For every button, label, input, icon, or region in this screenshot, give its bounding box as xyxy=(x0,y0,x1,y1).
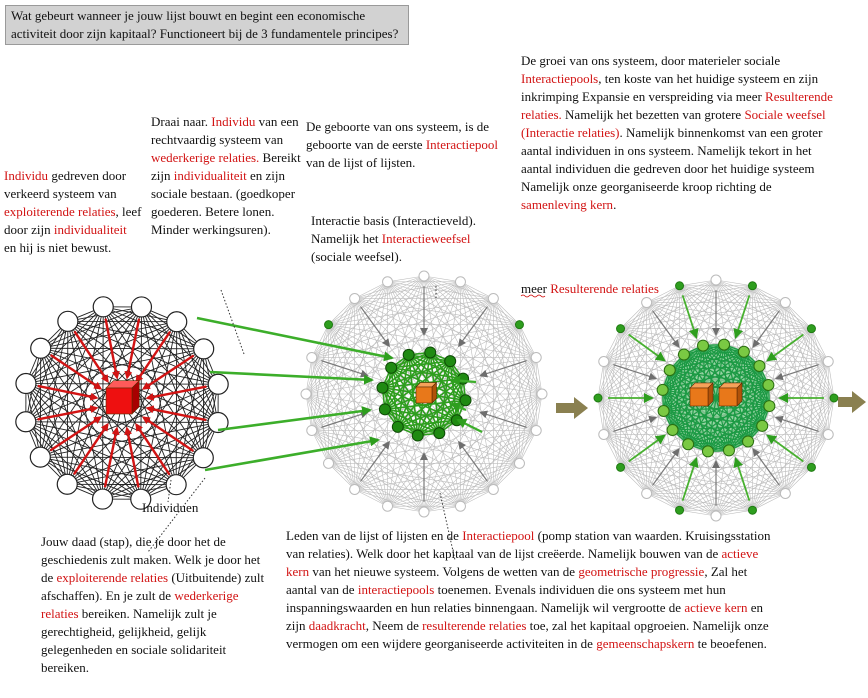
outer-individual-node xyxy=(350,294,360,304)
text-segment: Individu xyxy=(211,114,256,129)
leader-line xyxy=(221,290,244,354)
outer-individual-node xyxy=(748,506,756,514)
outer-individual-node xyxy=(419,271,429,281)
outer-individual-node xyxy=(780,298,790,308)
text-segment: meer xyxy=(521,281,551,296)
more-resulting-relations-label xyxy=(521,280,671,298)
text-segment: wederkerige relaties. xyxy=(151,150,260,165)
outer-individual-node xyxy=(455,501,465,511)
social-fabric-link xyxy=(424,394,542,512)
social-fabric-link xyxy=(388,282,520,325)
text-segment: Resulterende relaties xyxy=(550,281,659,296)
interaction-pool-member xyxy=(664,365,675,376)
text-segment: . Namelijk binnenkomst van een groter aantal individuen in ons systeem. Namelijk tekort in het aantal individuen die gedreven door het huidige systeem Namelijk onze georganiseerde kroop richting de xyxy=(521,125,823,194)
interaction-pool-member xyxy=(738,346,749,357)
outer-individual-node xyxy=(325,321,333,329)
turn-to-reciprocal-text xyxy=(151,113,301,239)
outer-individual-node xyxy=(537,389,547,399)
capital-cube-red-front xyxy=(106,388,132,414)
interaction-pool-member xyxy=(678,349,689,360)
individual-node xyxy=(194,339,214,359)
text-segment: daadkracht xyxy=(308,618,366,633)
individual-node xyxy=(30,447,50,467)
outer-individual-node xyxy=(780,488,790,498)
interaction-pool-member xyxy=(667,425,678,436)
individual-node xyxy=(93,297,113,317)
outer-individual-node xyxy=(676,282,684,290)
exploitative-link xyxy=(41,348,204,349)
text-segment: Interactiepool xyxy=(462,528,535,543)
text-segment: Bereikt zijn xyxy=(151,150,301,183)
outer-individual-node xyxy=(455,277,465,287)
outer-individual-node xyxy=(599,429,609,439)
interaction-pool-member xyxy=(764,401,775,412)
interaction-pool-member xyxy=(403,349,414,360)
interaction-pool-member xyxy=(658,405,669,416)
text-segment: Resulterende relaties. xyxy=(521,89,833,122)
text-segment: te beoefenen. xyxy=(694,636,767,651)
interaction-pool-member xyxy=(719,339,730,350)
turn-arrow-green xyxy=(205,440,378,470)
exploitative-link xyxy=(40,457,203,458)
social-fabric-link xyxy=(621,303,647,329)
individual-node xyxy=(167,312,187,332)
interaction-pool-member xyxy=(702,446,713,457)
interaction-pool-member xyxy=(386,362,397,373)
text-segment: samenleving kern xyxy=(521,197,614,212)
text-segment: actieve kern xyxy=(286,546,759,579)
outer-individual-node xyxy=(488,294,498,304)
outer-individual-node xyxy=(488,484,498,494)
text-segment: wederkerige relaties xyxy=(41,588,239,621)
individual-exploited-text xyxy=(4,167,142,257)
outer-individual-node xyxy=(324,458,334,468)
outer-individual-node xyxy=(711,511,721,521)
text-segment: van het nieuwe systeem. Volgens de wetten van de xyxy=(309,564,579,579)
text-segment: bereiken. Namelijk zult je gerechtigheid, gelijkheid, gelijk gelegenheden en sociale solidariteit bereiken. xyxy=(41,606,227,675)
individuals-label: Individuen xyxy=(142,500,199,515)
capital-cube-orange-2-front xyxy=(719,388,737,406)
outer-individual-node xyxy=(515,321,523,329)
exploitative-link xyxy=(67,321,68,484)
text-segment: Interactieweefsel xyxy=(381,231,471,246)
birth-of-system-text xyxy=(306,118,502,172)
text-segment: gedreven door verkeerd systeem van xyxy=(4,168,127,201)
interaction-pool-member xyxy=(458,373,469,384)
social-fabric-link xyxy=(329,463,355,489)
text-segment: Leden van de lijst of lijsten en de xyxy=(286,528,463,543)
outer-individual-node xyxy=(307,353,317,363)
text-segment: interactiepools xyxy=(357,582,435,597)
interaction-pool-member xyxy=(412,430,423,441)
individual-node xyxy=(193,448,213,468)
text-segment: Interactie basis (Interactieveld). Namelijk het xyxy=(311,213,476,246)
text-segment: (sociale weefsel). xyxy=(311,249,402,264)
outer-individual-node xyxy=(676,506,684,514)
text-segment: resulterende relaties xyxy=(422,618,527,633)
text-segment: De geboorte van ons systeem, is de geboorte van de eerste xyxy=(306,119,490,152)
your-deed-text xyxy=(41,533,273,677)
outer-individual-node xyxy=(748,282,756,290)
outer-individual-node xyxy=(594,394,602,402)
outer-individual-node xyxy=(531,425,541,435)
interaction-pool-member xyxy=(698,340,709,351)
progress-arrow-2 xyxy=(838,391,866,413)
individual-node xyxy=(131,297,151,317)
text-segment: , Neem de xyxy=(365,618,423,633)
interaction-pool-member xyxy=(434,428,445,439)
social-fabric-link xyxy=(785,467,811,493)
text-segment: exploiterende relaties xyxy=(4,204,116,219)
interaction-pool-member xyxy=(460,395,471,406)
text-segment: toe, zal het kapitaal opgroeien. Namelijk onze vermogen om een wijdere georganiseerde activiteiten in de xyxy=(286,618,769,651)
individual-node xyxy=(93,489,113,509)
text-segment: van de lijst of lijsten. xyxy=(306,155,416,170)
first-interaction-pool-network xyxy=(301,271,547,517)
outer-individual-node xyxy=(807,325,815,333)
outer-individual-node xyxy=(823,357,833,367)
outer-individual-node xyxy=(642,488,652,498)
text-segment: van een rechtvaardig systeem van xyxy=(151,114,299,147)
outer-individual-node xyxy=(301,389,311,399)
interaction-pool-member xyxy=(723,445,734,456)
capital-cube-orange-1-front xyxy=(690,388,708,406)
capital-cube-orange-front xyxy=(416,387,432,403)
interaction-pool-member xyxy=(377,382,388,393)
text-segment: . xyxy=(613,197,617,212)
interaction-pool-member xyxy=(657,384,668,395)
text-segment: Interactiepools xyxy=(521,71,599,86)
system-growth-text xyxy=(521,52,837,214)
text-segment: toenemen. Evenals individuen die ons systeem met hun inspanningswaarden en hun relaties binnengaan. Namelijk wil vergrootte de xyxy=(286,582,726,615)
growing-interaction-pools-network xyxy=(594,275,838,521)
exploitative-network xyxy=(16,297,228,509)
text-segment: en zijn sociale bestaan. (goedkoper goederen. Betere lonen. Minder werkingsuren). xyxy=(151,168,296,237)
outer-individual-node xyxy=(617,463,625,471)
social-fabric-link xyxy=(785,303,811,329)
interaction-pool-member xyxy=(379,404,390,415)
interaction-pool-member xyxy=(754,360,765,371)
interaction-pool-member xyxy=(743,436,754,447)
text-segment: De groei van ons systeem, door materieler sociale xyxy=(521,53,781,68)
individual-node xyxy=(31,338,51,358)
social-fabric-link xyxy=(493,463,519,489)
text-segment: Interactiepool xyxy=(425,137,499,152)
text-segment: en zijn xyxy=(286,600,763,633)
interaction-pool-member xyxy=(445,356,456,367)
text-segment: individualiteit xyxy=(53,222,127,237)
social-fabric-link xyxy=(306,276,424,394)
social-fabric-link xyxy=(493,299,519,325)
outer-individual-node xyxy=(642,298,652,308)
interaction-pool-member xyxy=(757,420,768,431)
individual-node xyxy=(208,374,228,394)
outer-individual-node xyxy=(617,325,625,333)
outer-individual-node xyxy=(807,463,815,471)
individual-node xyxy=(16,374,36,394)
individual-node xyxy=(58,311,78,331)
text-segment: , leef door zijn xyxy=(4,204,142,237)
outer-individual-node xyxy=(514,458,524,468)
text-segment: , ten koste van het huidige systeem en zijn inkrimping Expansie en verspreiding via meer xyxy=(521,71,819,104)
individual-node xyxy=(57,474,77,494)
text-segment: , Zal het aantal van de xyxy=(286,564,748,597)
interaction-pool-member xyxy=(763,380,774,391)
text-segment: individualiteit xyxy=(173,168,247,183)
outer-individual-node xyxy=(531,353,541,363)
exploitative-link xyxy=(176,322,177,485)
text-segment: exploiterende relaties xyxy=(56,570,169,585)
text-segment: actieve kern xyxy=(684,600,748,615)
members-interaction-pool-text xyxy=(286,527,778,653)
text-segment: Namelijk het bezetten van grotere xyxy=(561,107,745,122)
outer-individual-node xyxy=(383,277,393,287)
outer-individual-node xyxy=(383,501,393,511)
text-segment: Individu xyxy=(4,168,49,183)
outer-individual-node xyxy=(599,357,609,367)
text-segment: geometrische progressie xyxy=(578,564,705,579)
text-segment: Jouw daad (stap), die je door het de geschiedenis zult maken. Welk je door het de xyxy=(41,534,261,585)
question-box: Wat gebeurt wanneer je jouw lijst bouwt en begint een economische activiteit door zijn kapitaal? Functioneert bij de 3 fundamentele principes? xyxy=(5,5,409,45)
text-segment: Sociale weefsel (Interactie relaties) xyxy=(521,107,826,140)
interaction-pool-member xyxy=(392,421,403,432)
text-segment: (Uitbuitende) zult afschaffen). En je zult de xyxy=(41,570,265,603)
interaction-pool-member xyxy=(683,439,694,450)
outer-individual-node xyxy=(419,507,429,517)
outer-individual-node xyxy=(307,425,317,435)
interaction-pool-member xyxy=(425,347,436,358)
outer-individual-node xyxy=(830,394,838,402)
progress-arrow-1 xyxy=(556,397,588,419)
social-fabric-link xyxy=(329,299,355,325)
outer-individual-node xyxy=(350,484,360,494)
outer-individual-node xyxy=(823,429,833,439)
text-segment: en hij is niet bewust. xyxy=(4,240,112,255)
interaction-basis-text xyxy=(311,212,506,266)
text-segment: Draai naar. xyxy=(151,114,212,129)
text-segment: gemeenschapskern xyxy=(596,636,695,651)
text-segment: (pomp station van waarden. Kruisingsstation van relaties). Welk door het kapitaal van de lijst creëerde. Namelijk bouwen van de xyxy=(286,528,771,561)
social-fabric-link xyxy=(621,467,647,493)
individual-node xyxy=(16,412,36,432)
outer-individual-node xyxy=(711,275,721,285)
